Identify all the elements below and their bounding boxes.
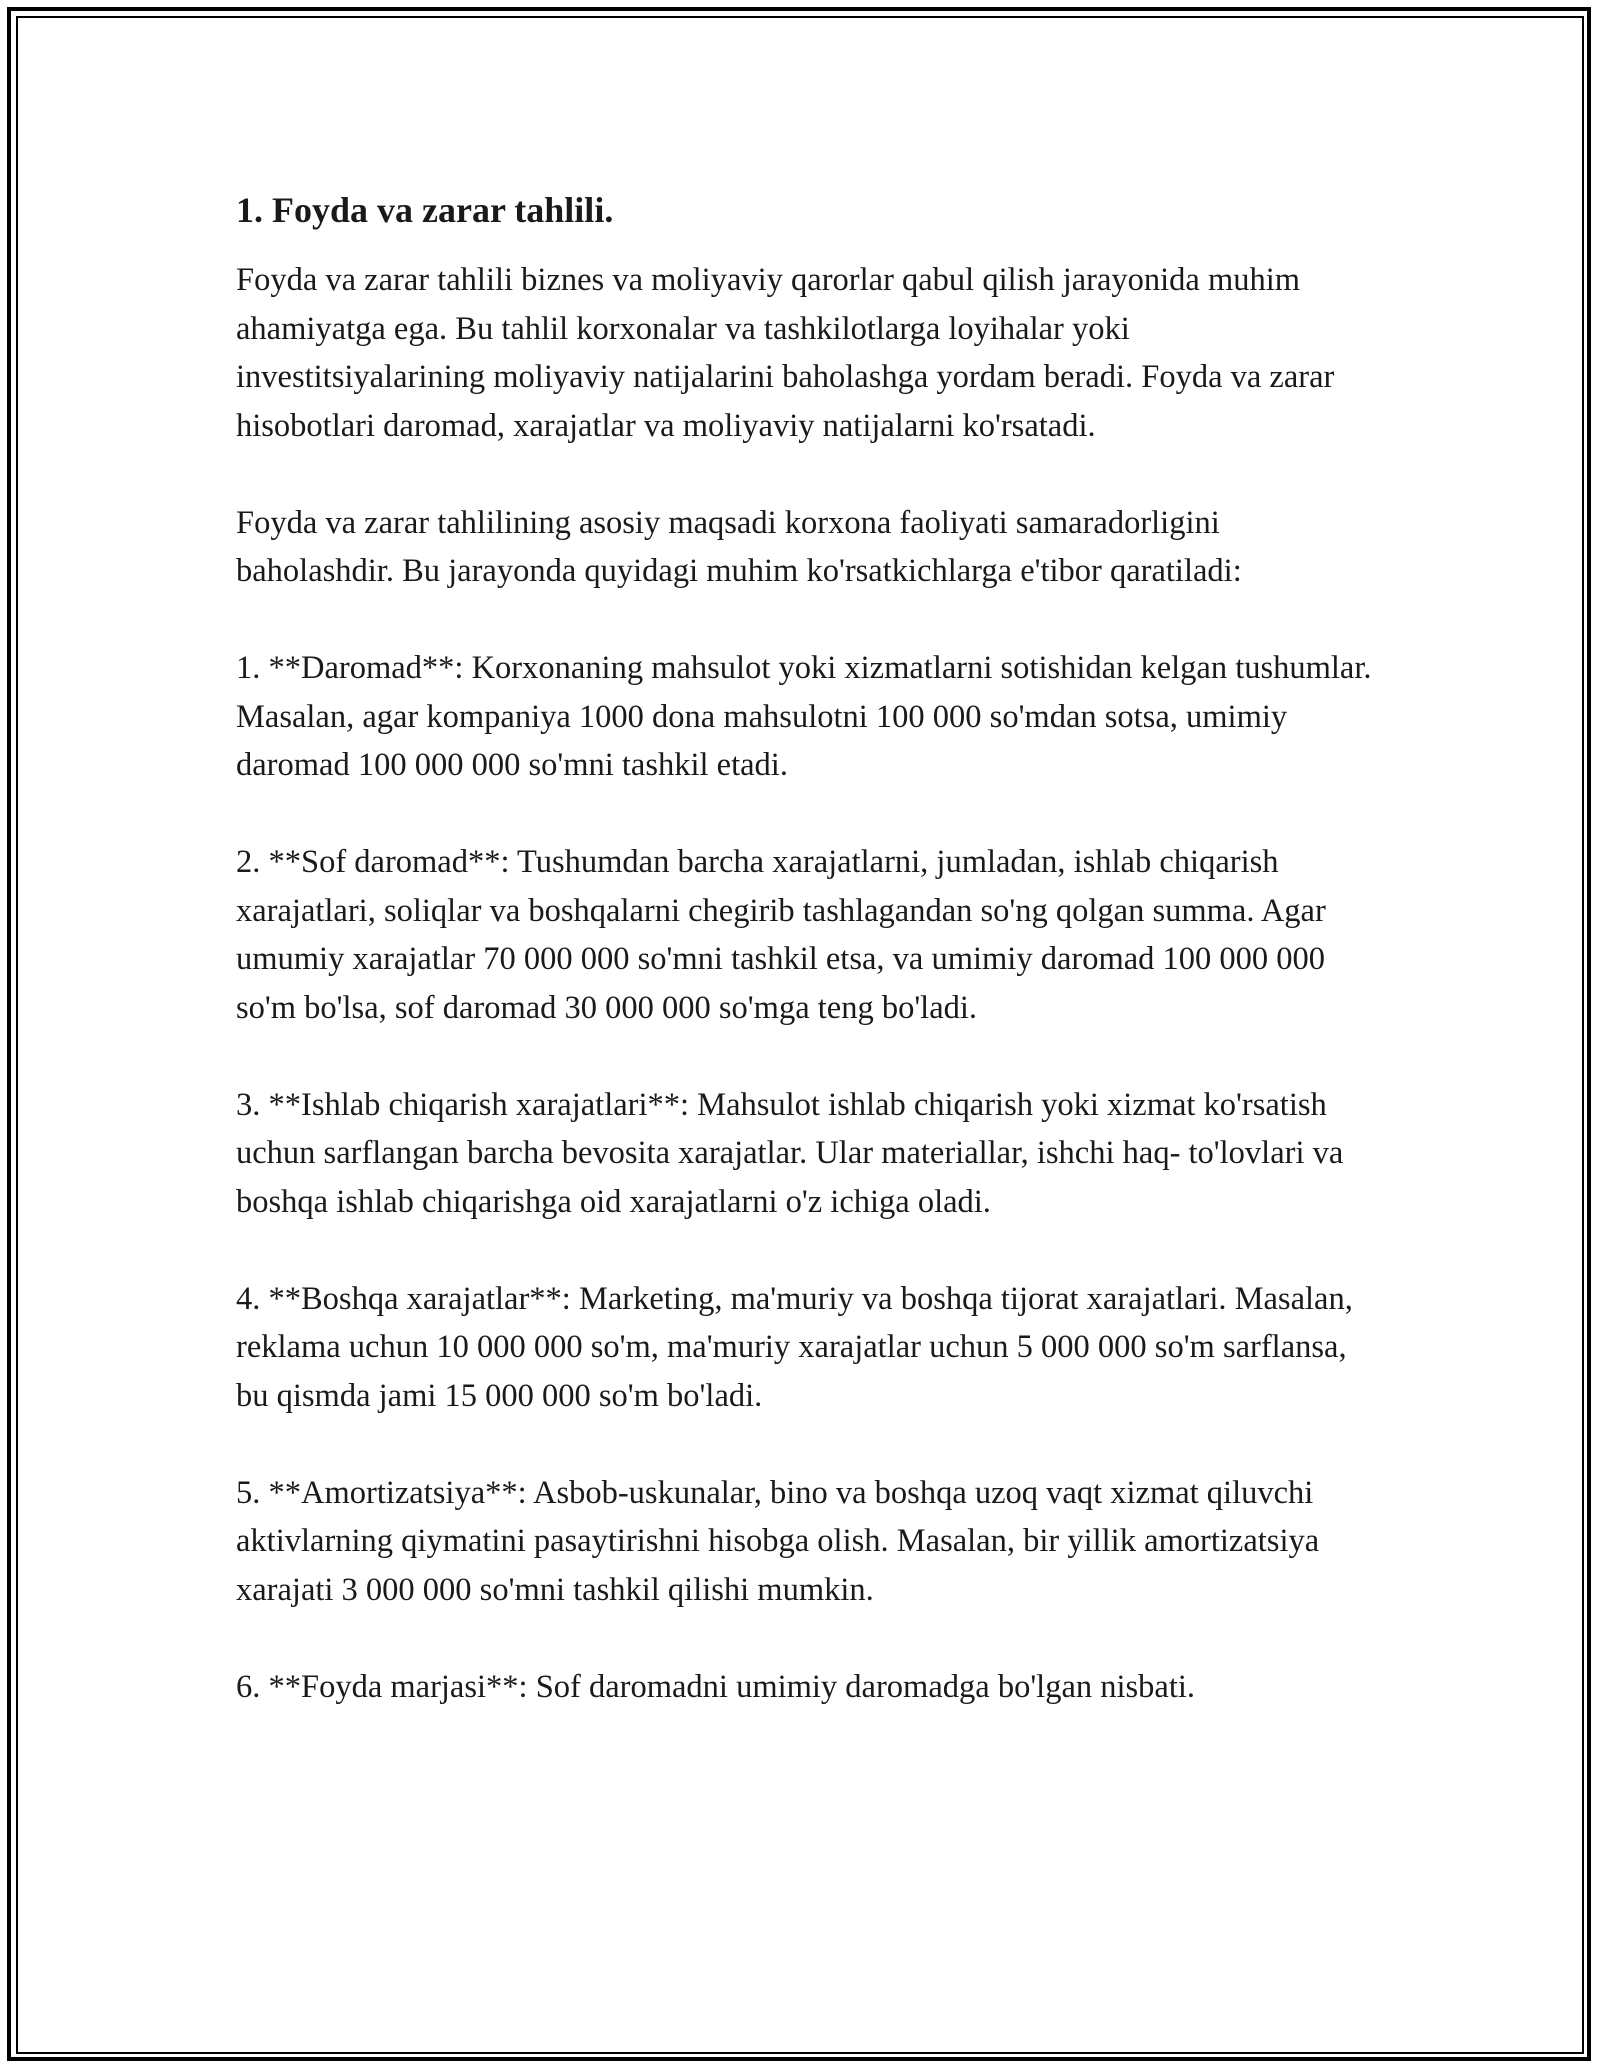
list-item-foyda-marjasi: 6. **Foyda marjasi**: Sof daromadni umimiy daromadga bo'lgan nisbati. (236, 1668, 1196, 1705)
list-item-daromad: 1. **Daromad**: Korxonaning mahsulot yoki xizmatlarni sotishidan kelgan tushumlar. Masalan, agar kompaniya 1000 dona mahsulotni 100 000 so'mdan sotsa, umimiy daromad 100 000 000 so'mni tashkil etadi. (236, 650, 1372, 783)
list-item-boshqa-xarajatlar: 4. **Boshqa xarajatlar**: Marketing, ma'muriy va boshqa tijorat xarajatlari. Masalan, reklama uchun 10 000 000 so'm, ma'muriy xarajatlar uchun 5 000 000 so'm sarflansa, bu qismda jami 15 000 000 so'm bo'ladi. (236, 1280, 1353, 1414)
list-item-amortizatsiya: 5. **Amortizatsiya**: Asbob-uskunalar, bino va boshqa uzoq vaqt xizmat qiluvchi aktivlarning qiymatini pasaytirishni hisobga olish. Masalan, bir yillik amortizatsiya xarajati 3 000 000 so'mni tashkil qilishi mumkin. (236, 1474, 1320, 1608)
list-item-sof-daromad: 2. **Sof daromad**: Tushumdan barcha xarajatlarni, jumladan, ishlab chiqarish xarajatlari, soliqlar va boshqalarni chegirib tashlagandan so'ng qolgan summa. Agar umumiy xarajatlar 70 000 000 so'mni tashkil etsa, va umimiy daromad 100 000 000 so'm bo'lsa, sof daromad 30 000 000 so'mga teng bo'ladi. (236, 844, 1326, 1026)
intro-paragraph: Foyda va zarar tahlili biznes va moliyaviy qarorlar qabul qilish jarayonida muhim ahamiyatga ega. Bu tahlil korxonalar va tashkilotlarga loyihalar yoki investitsiyalarining moliyaviy natijalarini baholashga yordam beradi. Foyda va zarar hisobotlari daromad, xarajatlar va moliyaviy natijalarni ko'rsatadi. (236, 262, 1335, 444)
document-body (236, 186, 1376, 1711)
page-title: 1. Foyda va zarar tahlili. (236, 190, 614, 230)
list-item-ishlab-chiqarish-xarajatlari: 3. **Ishlab chiqarish xarajatlari**: Mahsulot ishlab chiqarish yoki xizmat ko'rsatish uchun sarflangan barcha bevosita xarajatlar. Ular materiallar, ishchi haq- to'lovlari va boshqa ishlab chiqarishga oid xarajatlarni o'z ichiga oladi. (236, 1086, 1344, 1220)
purpose-paragraph: Foyda va zarar tahlilining asosiy maqsadi korxona faoliyati samaradorligini baholashdir. Bu jarayonda quyidagi muhim ko'rsatkichlarga e'tibor qaratiladi: (236, 504, 1242, 589)
